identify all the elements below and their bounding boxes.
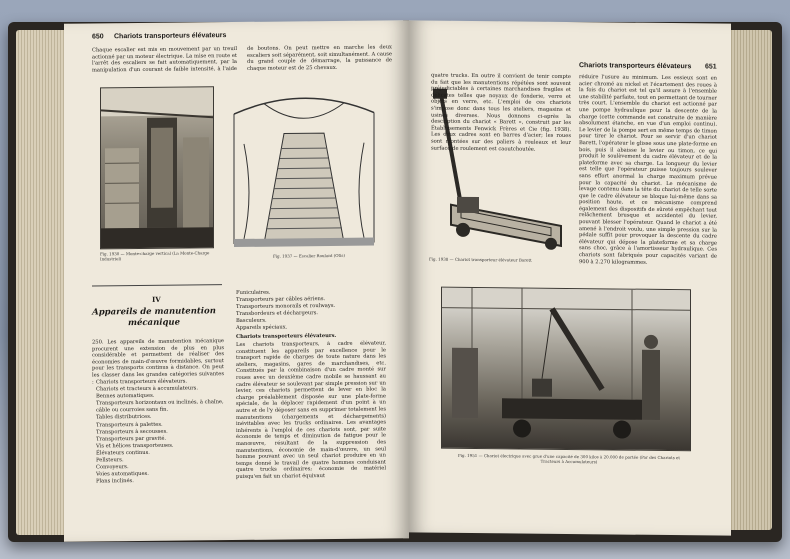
section-title: Appareils de manutention mécanique	[92, 306, 216, 329]
list-item: Appareils spéciaux.	[236, 324, 288, 332]
figure-1937-caption: Fig. 1937 — Escalier Roulant (Otis)	[272, 252, 346, 259]
list-item: Transporteurs par gravité.	[96, 435, 167, 443]
escalator-illustration	[224, 72, 384, 252]
chariots-text: Les chariots transporteurs, à cadre élévateur, constituent les appareils par excellence pour le transport rapide de charges de toute nature dans les ateliers, magasins, gares de marchandises, etc. Constitués par la combinaison d'un cadre monté sur roues avec un deuxième cadre mobile se haussant au cadre élévateur se soulevant par simple pression sur un levier, ces chariots permettent de lever en bloc la charge préalablement disposée sur une plate-forme spéciale, de la déplacer rapidement d'un point à un autre et de l'y déposer sans en supprimer totalement les manutentions (chargements et déchargements) inévitables avec les trucks ordinaires. Les avantages inhérents à l'emploi de ces chariots sont, par suite économie de temps et diminution de fatigue pour le manœuvre, résultant de la suppression des manutentions, économie de main-d'œuvre, un seul homme pouvant avec un seul chariot produire en un temps donné le travail de quatre hommes conduisant quatre trucks ordinaires; économie de matériel puisqu'en fait un chariot équivaut	[236, 340, 386, 480]
list-item: Chariots et tracteurs à accumulateurs.	[96, 385, 198, 393]
list-item: Transbordeurs et déchargeurs.	[236, 310, 319, 318]
list-item: Bennes automatiques.	[96, 393, 155, 400]
section-number: IV	[152, 294, 161, 304]
figure-1938-caption: Fig. 1938 — Chariot transporteur élévateur Barett	[429, 256, 532, 263]
right-page[interactable]	[409, 20, 731, 535]
figure-1930-caption: Fig. 1930 — Monte-charge vertical (La Monte-Charge Industriel)	[100, 250, 210, 262]
list-item: Transporteurs à secousses.	[96, 428, 168, 436]
figure-1951-caption: Fig. 1951 — Chariot électrique avec grue d'une capacité de 300 kilos à 20.000 de portée (Par des Chariots et Tracteurs à Accumulateurs)	[457, 452, 681, 465]
list-item: Transporteurs horizontaux ou inclinés, à chaîne, câble ou courroies sans fin.	[96, 399, 224, 414]
list-item: Transporteurs monorails et roulways.	[236, 303, 336, 311]
left-running-head: Chariots transporteurs élévateurs	[114, 32, 227, 41]
right-page-number: 651	[705, 63, 717, 71]
right-col2-text: réduire l'usure au minimum. Les essieux sont en acier chromé au nickel et l'écartement des roues à la fois du chariot est tel qu'il assure à l'ensemble une stabilité parfaite, tout en permettant de tourner très court. L'ensemble du chariot est actionné par une pompe hydraulique pour la descente de la charge (cette commande est construite de manière absolument étanche, en vue d'un emploi continu). Le levier de la pompe sert en même temps de timon pour tirer le chariot. Pour se servir d'un chariot Barett, l'opérateur le glisse sous une plate-forme en bois, puis il abaisse le levier ou timon, ce qui produit le soulèvement du cadre élévateur et de la plateforme avec sa charge. La longueur du levier est telle que l'opérateur puisse toujours soulever sans effort anormal la charge maximum prévue pour la capacité du chariot. Le mécanisme de levage contenu dans la tête du chariot de telle sorte que le cadre élévateur se bloque lui-même dans sa position haute, et ce mécanisme comprend également des dispositifs de sûreté empêchant tout relâchement brusque et accidentel du levier, pouvant blesser l'opérateur. Quand le chariot a été amené à l'endroit voulu, une simple pression sur la pédale suffit pour provoquer la descente du cadre élévateur qui dépose la plateforme et sa charge sans choc, grâce à l'amortisseur hydraulique. Ces chariots sont fabriqués pour capacités variant de 900 à 2.270 kilogrammes.	[579, 74, 717, 266]
right-running-head: Chariots transporteurs élévateurs	[579, 62, 692, 71]
list-item: Pellsteurs.	[96, 457, 124, 464]
figure-1937-drawing	[224, 72, 384, 252]
intro-text: Chaque escalier est mis en mouvement par un treuil actionné par un moteur électrique. La mise en route et l'arrêt des escaliers se fait automatiquement, par la manipulation d'un courant de faible intensité, à l'aide de boutons. On peut mettre en marche les deux escaliers soit séparément, soit simultanément. A cause du grand couple de démarrage, la puissance de chaque moteur est de 25 chevaux.	[92, 44, 392, 74]
section-divider	[92, 284, 222, 286]
subheading-chariots: Chariots transporteurs élévateurs.	[236, 332, 337, 341]
equipment-list	[96, 378, 226, 486]
list-item: Voies automatiques.	[96, 471, 149, 478]
right-col1-text: quatre trucks. En outre il convient de tenir compte du fait que les manutentions répétées sont souvent préjudiciables à certaines marchandises fragiles et délicates telles que noyaux de fonderie, verre et objets en verre, etc. L'emploi de ces chariots s'impose donc dans tous les ateliers, magasins et usines diverses. Nous donnons ci-après la description du chariot « Barett », construit par les Établissements Fenwick Frères et Cie (fig. 1938). Les deux cadres sont en barres d'acier; les roues sont montées sur des paliers à rouleaux et leur surface de roulement est caoutchoutée.	[431, 72, 571, 153]
list-item: Transporteurs à palettes.	[96, 421, 163, 429]
figure-1930-photo	[100, 86, 214, 249]
list-item: Convoyeurs.	[96, 464, 129, 471]
freight-lift-illustration	[101, 87, 213, 248]
list-item: Basculeurs.	[236, 318, 267, 325]
figure-1951-photo	[441, 287, 691, 452]
list-item: Élévateurs continus.	[96, 449, 150, 457]
list-item: Chariots transporteurs élévateurs.	[96, 378, 188, 386]
electric-crane-truck-illustration	[442, 288, 690, 451]
list-item: Plans inclinés.	[96, 478, 134, 485]
list-item: Vis et hélices transporteuses.	[96, 442, 174, 450]
left-page[interactable]	[64, 20, 409, 542]
list-item: Transporteurs par câbles aériens.	[236, 296, 326, 304]
equipment-list-continued	[236, 288, 386, 332]
left-page-number: 650	[92, 33, 104, 41]
list-item: Funiculaires.	[236, 289, 271, 297]
list-item: Tables distributrices.	[96, 414, 152, 421]
paragraph-250: 250. Les appareils de manutention mécanique procurent une extension de plus en plus considérable et permettent de réaliser des économies de main-d'œuvre formidables, surtout pour les transports continus à distance. On peut les classer dans les grandes catégories suivantes :	[92, 338, 224, 386]
